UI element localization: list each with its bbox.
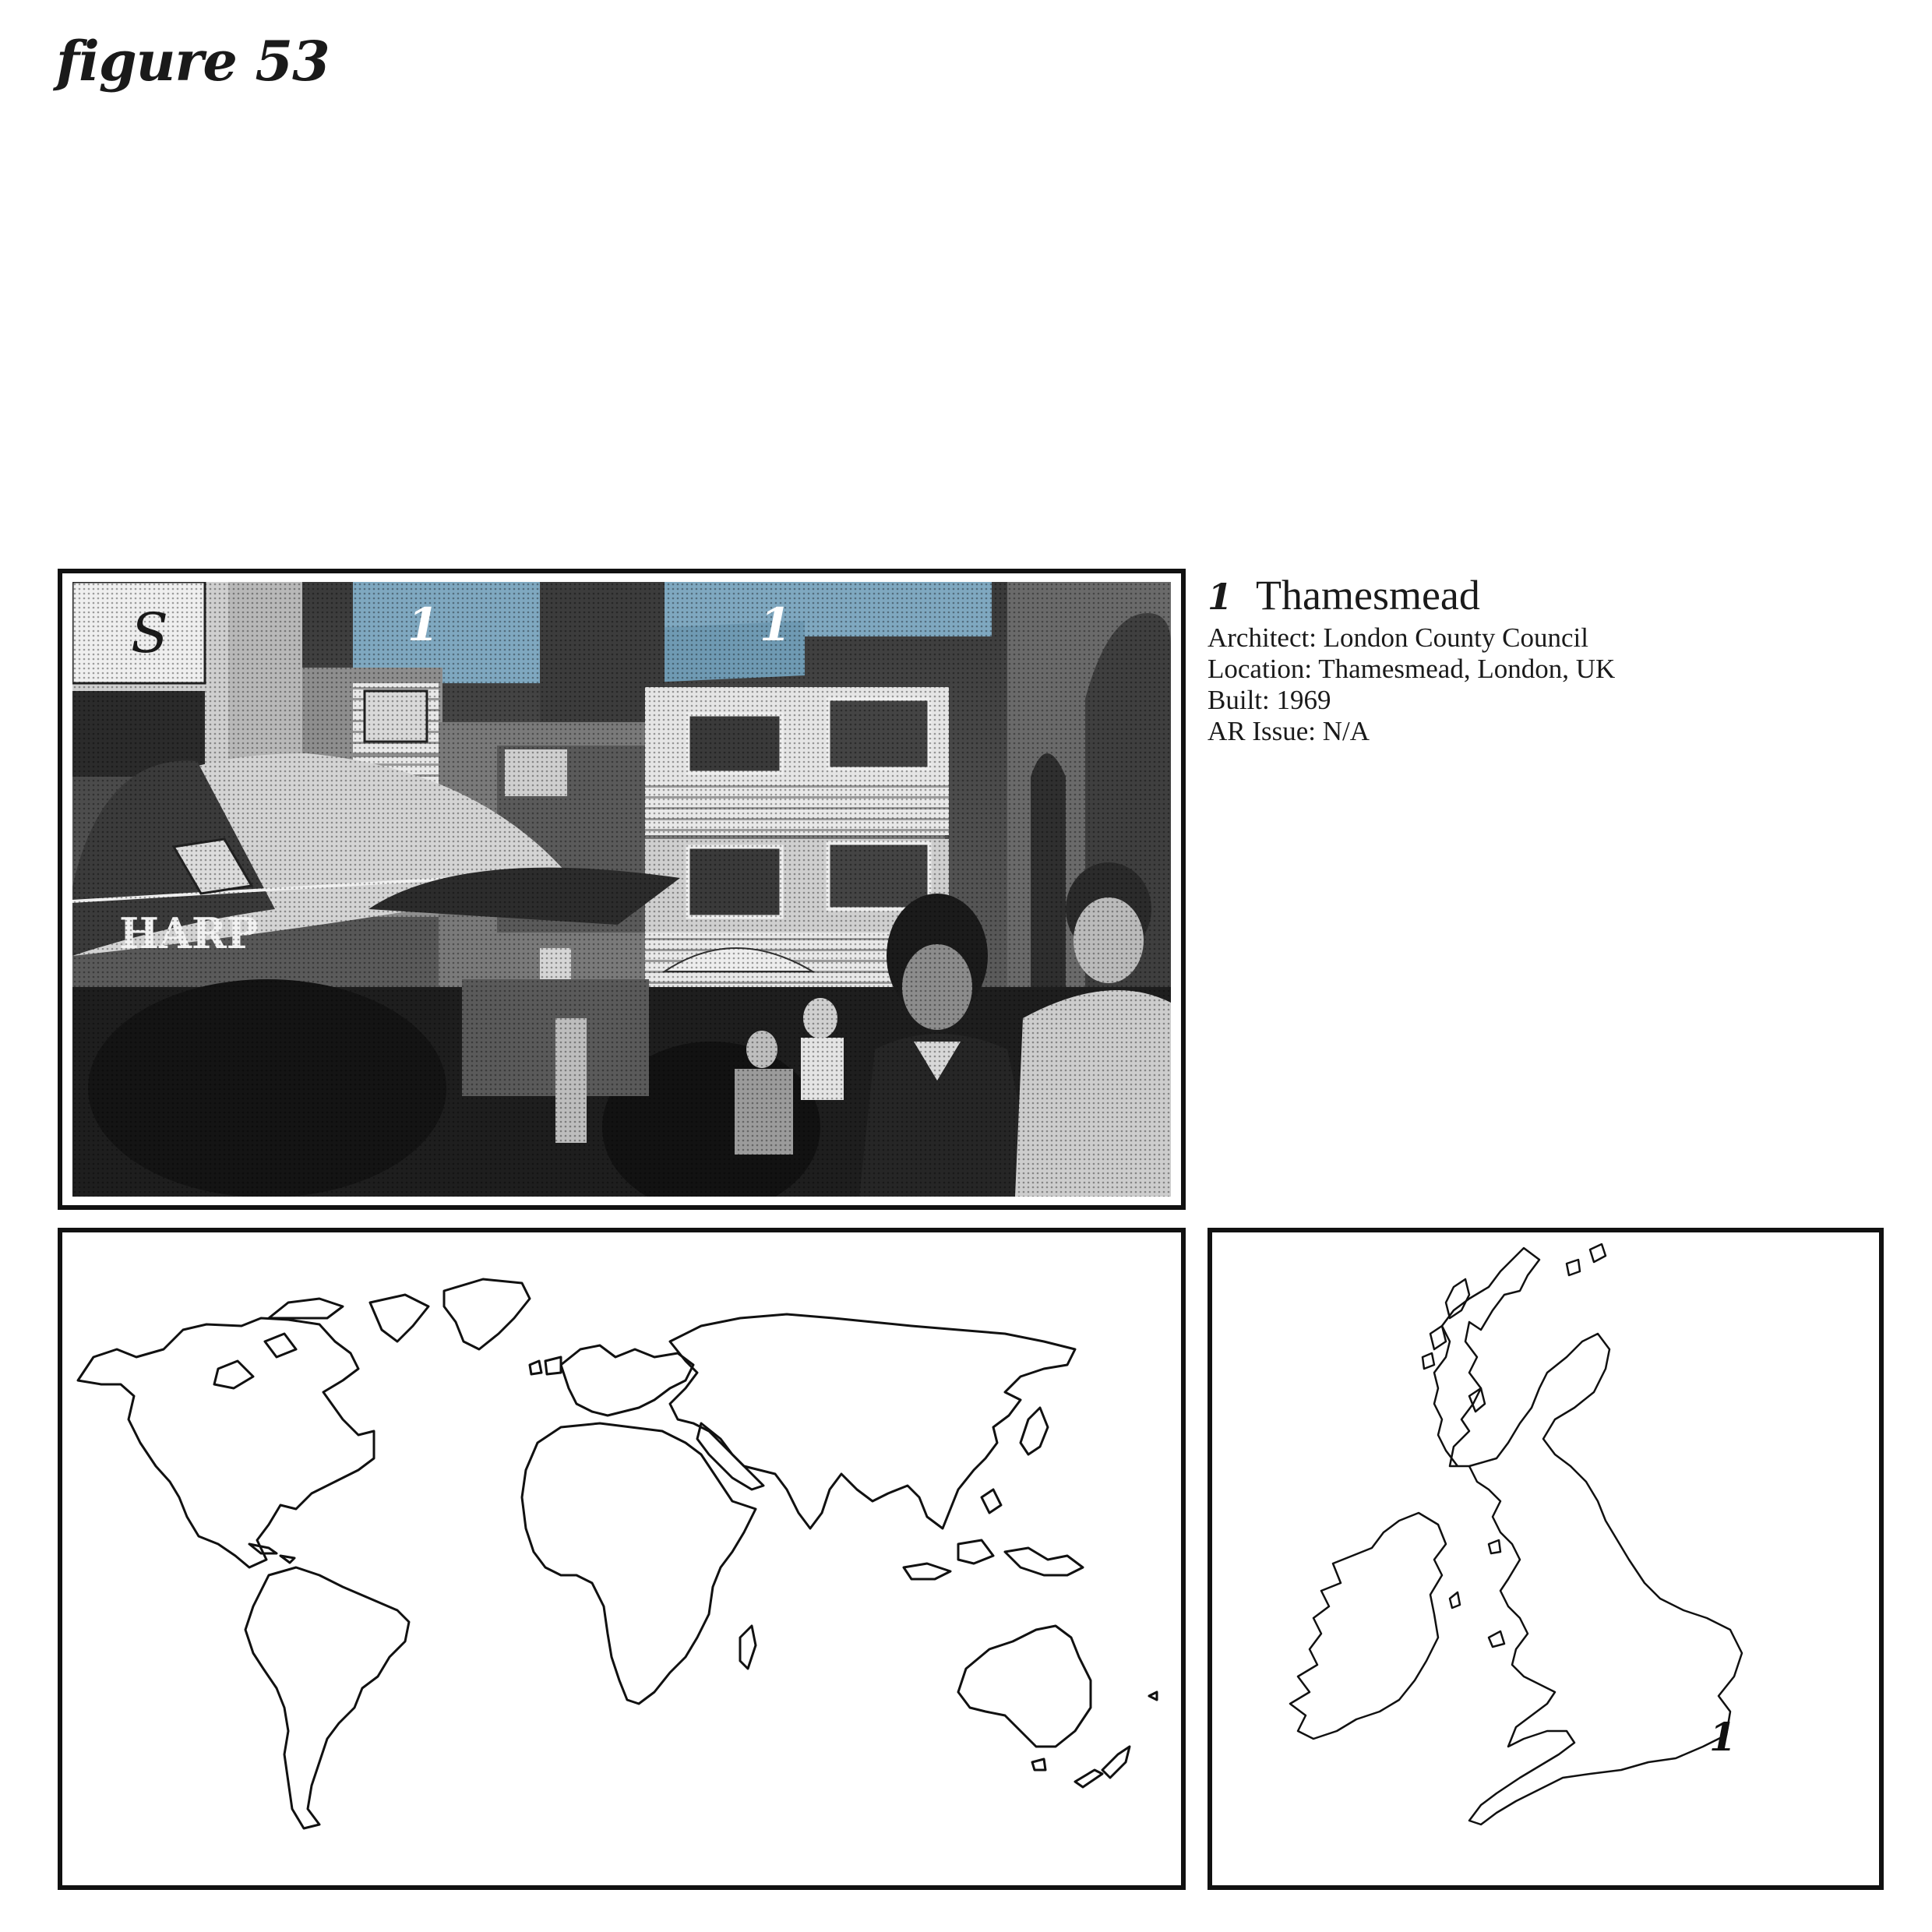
south-america — [245, 1567, 409, 1828]
ireland — [1290, 1513, 1446, 1739]
europe — [561, 1345, 693, 1416]
caption-architect: Architect: London County Council — [1208, 622, 1588, 653]
hebrides — [1446, 1279, 1469, 1318]
greenland — [444, 1279, 530, 1349]
photo-marker-left: 1 — [407, 598, 439, 651]
australia — [958, 1626, 1091, 1747]
figure-title: figure 53 — [56, 29, 330, 93]
great-britain — [1434, 1248, 1742, 1824]
project-caption — [1208, 571, 1877, 747]
asia — [670, 1314, 1075, 1528]
caption-number: 1 — [1208, 576, 1233, 618]
caption-location: Location: Thamesmead, London, UK — [1208, 654, 1616, 684]
thamesmead-photo — [72, 582, 1171, 1197]
caption-project-name: Thamesmead — [1256, 572, 1480, 619]
world-map — [62, 1232, 1181, 1885]
world-map-frame — [58, 1228, 1186, 1890]
caption-built: Built: 1969 — [1208, 685, 1331, 715]
caption-ar-issue: AR Issue: N/A — [1208, 716, 1370, 746]
uk-ireland-map — [1212, 1232, 1879, 1885]
japan — [1021, 1408, 1048, 1454]
uk-map-marker: 1 — [1709, 1714, 1736, 1760]
photo-marker-right: 1 — [760, 598, 791, 651]
north-america — [78, 1318, 374, 1567]
photo-frame — [58, 569, 1186, 1210]
uk-map-frame — [1208, 1228, 1884, 1890]
new-zealand — [1102, 1747, 1130, 1778]
